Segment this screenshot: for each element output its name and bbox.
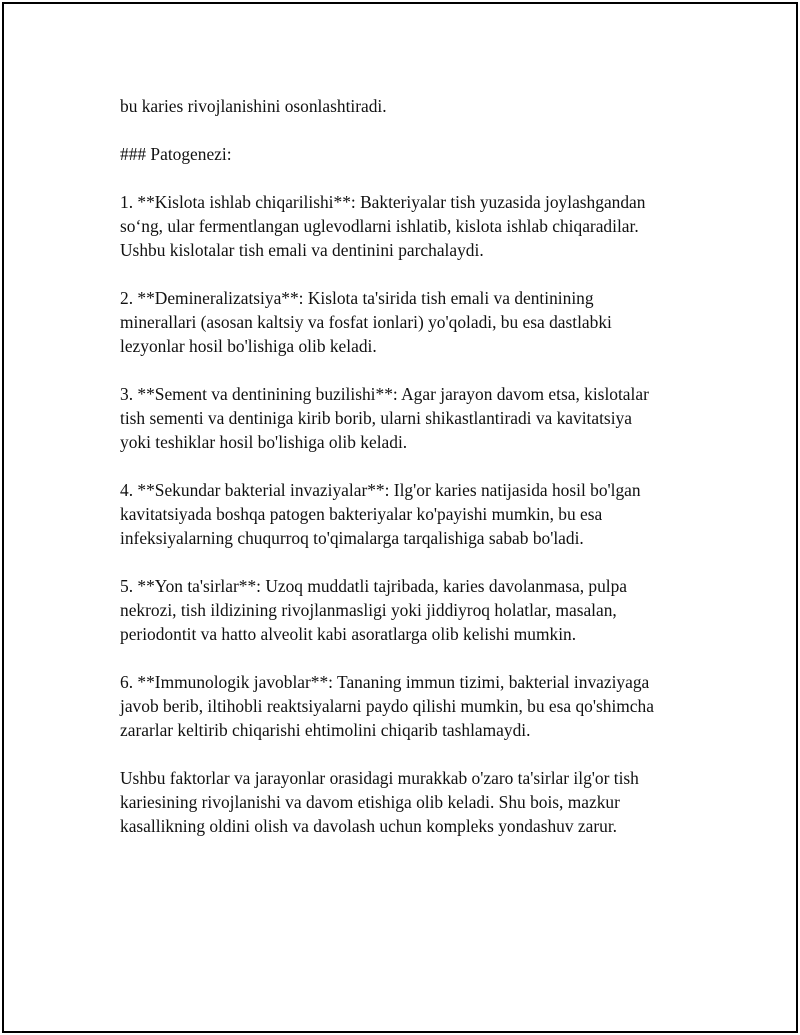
- list-item-2: 2. **Demineralizatsiya**: Kislota ta'sirida tish emali va dentinining minerallari (asosan kaltsiy va fosfat ionlari) yo'qoladi, bu esa dastlabki lezyonlar hosil bo'lishiga olib keladi.: [120, 288, 612, 356]
- list-item-5: 5. **Yon ta'sirlar**: Uzoq muddatli tajribada, karies davolanmasa, pulpa nekrozi, tish ildizining rivojlanmasligi yoki jiddiyroq holatlar, masalan, periodontit va hatto alveolit kabi asoratlarga olib kelishi mumkin.: [120, 576, 628, 644]
- list-item-4: 4. **Sekundar bakterial invaziyalar**: Ilg'or karies natijasida hosil bo'lgan kavitatsiyada boshqa patogen bakteriyalar ko'payishi mumkin, bu esa infeksiyalarning chuqurroq to'qimalarga tarqalishiga sabab bo'ladi.: [120, 480, 641, 548]
- document-body: [120, 94, 700, 862]
- list-item-1: 1. **Kislota ishlab chiqarilishi**: Bakteriyalar tish yuzasida joylashgandan so‘ng, ular fermentlangan uglevodlarni ishlatib, kislota ishlab chiqaradilar. Ushbu kislotalar tish emali va dentinini parchalaydi.: [120, 192, 646, 260]
- list-item-6: 6. **Immunologik javoblar**: Tananing immun tizimi, bakterial invaziyaga javob berib, iltihobli reaktsiyalarni paydo qilishi mumkin, bu esa qo'shimcha zararlar keltirib chiqarishi ehtimolini chiqarib tashlamaydi.: [120, 672, 654, 740]
- intro-line: bu karies rivojlanishini osonlashtiradi.: [120, 96, 387, 116]
- document-page: [2, 2, 798, 1033]
- list-item-3: 3. **Sement va dentinining buzilishi**: Agar jarayon davom etsa, kislotalar tish sementi va dentiniga kirib borib, ularni shikastlantiradi va kavitatsiya yoki teshiklar hosil bo'lishiga olib keladi.: [120, 384, 649, 452]
- conclusion-paragraph: Ushbu faktorlar va jarayonlar orasidagi murakkab o'zaro ta'sirlar ilg'or tish kariesining rivojlanishi va davom etishiga olib keladi. Shu bois, mazkur kasallikning oldini olish va davolash uchun kompleks yondashuv zarur.: [120, 768, 639, 836]
- section-heading: ### Patogenezi:: [120, 144, 232, 164]
